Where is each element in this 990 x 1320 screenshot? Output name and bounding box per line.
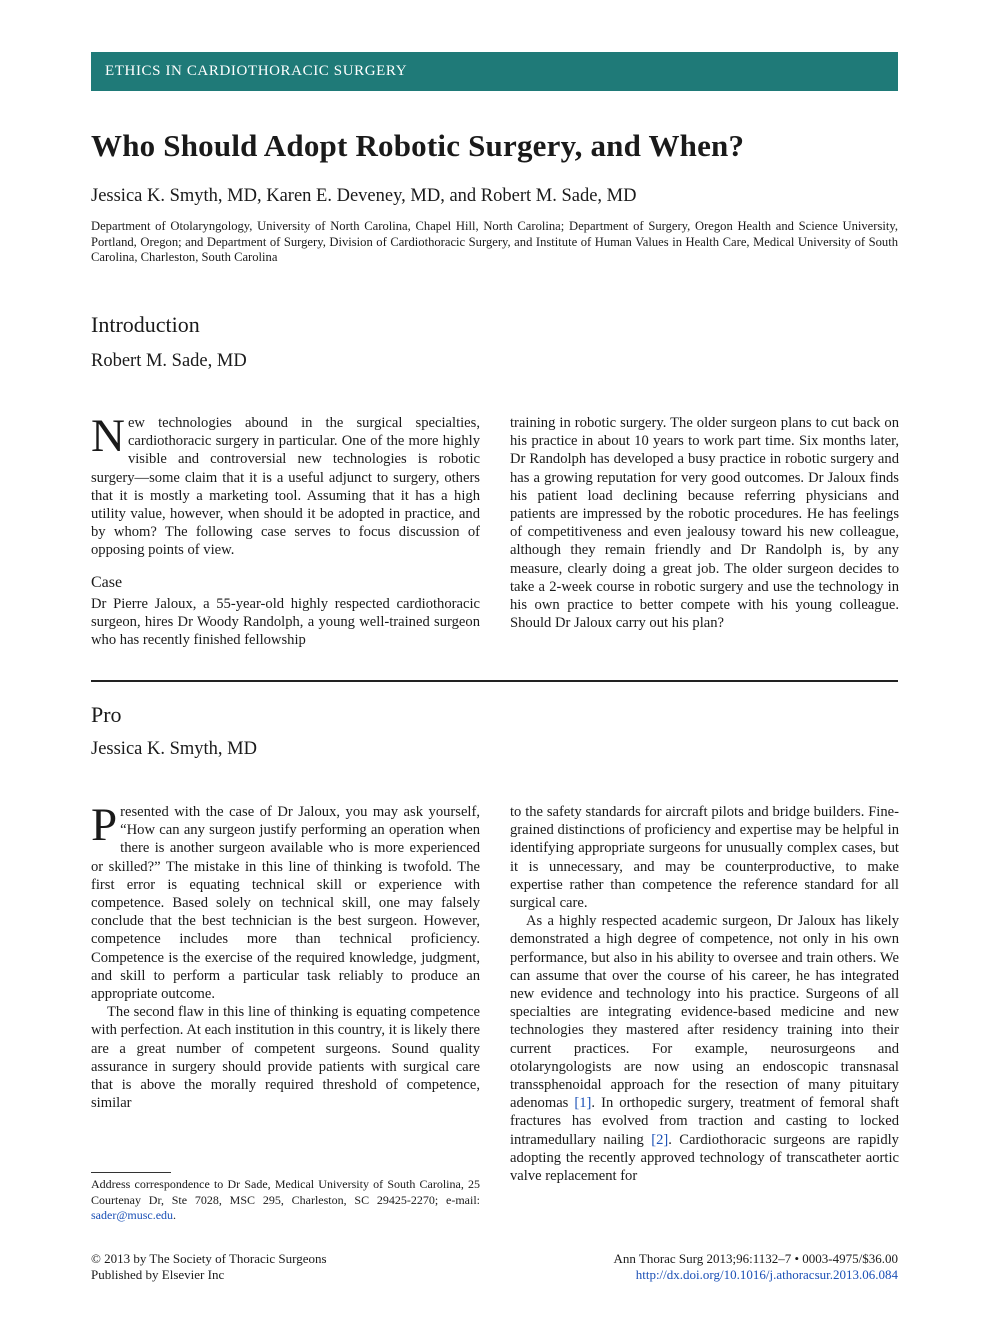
copyright-line: © 2013 by The Society of Thoracic Surgeons [91, 1251, 327, 1266]
email-link[interactable]: sader@musc.edu [91, 1208, 174, 1222]
case-heading: Case [91, 573, 123, 591]
pro-right-paragraph-2: As a highly respected academic surgeon, Dr Jaloux has likely demonstrated a high degree of competence, not only in his own performance, but also in his ability to oversee and train others. We can assume that over the course of his career, he has integrated new evidence and technology into his practice. Surgeons of all specialties are integrating evidence-based medicine and new technologies they mastered after residency training into their current practices. For example, neurosurgeons and otolaryngologists are now using an endoscopic transnasal transsphenoidal approach for the resection of many pituitary adenomas [1]. In orthopedic surgery, treatment of femoral shaft fractures has evolved from traction and casting to locked intramedullary nailing [2]. Cardiothoracic surgeons are rapidly adopting the recently approved technology of transcatheter aortic valve replacement for [510, 913, 899, 1185]
intro-left-column [91, 410, 480, 649]
pro-paragraph-1: Presented with the case of Dr Jaloux, you may ask yourself, “How can any surgeon justify performing an operation when there is another surgeon available who is more experienced or skilled?” The mistake in this line of thinking is twofold. The first error is equating technical skill or experience with competence. Based solely on technical skill, one may falsely conclude that the best technician is the best surgeon. However, competence includes more than technical proficiency. Competence is the exercise of the required knowledge, judgment, and skill to perform a particular task reliably to produce an appropriate outcome. [91, 799, 480, 1003]
intro-right-column [510, 414, 899, 632]
footer-left [91, 1251, 327, 1282]
reference-link-2[interactable]: [2] [651, 1131, 669, 1148]
pro-dropcap: P [91, 799, 118, 851]
pro-byline: Jessica K. Smyth, MD [91, 739, 257, 759]
intro-heading: Introduction [91, 312, 200, 337]
publisher-line: Published by Elsevier Inc [91, 1266, 225, 1282]
intro-paragraph: New technologies abound in the surgical specialties, cardiothoracic surgery in particular. One of the more highly visible and controversial new technologies is robotic surgery—some claim that it is a useful adjunct to surgery, others that it is mostly a marketing tool. Assuming that it has a high utility value, however, when should it be adopted in practice, and by whom? The following case serves to focus discussion of opposing points of view. [91, 410, 480, 559]
case-paragraph-right: training in robotic surgery. The older surgeon plans to cut back on his practice in about 10 years to work part time. Six months later, Dr Randolph has developed a busy practice in robotic surgery and has a growing reputation for very good outcomes. Dr Jaloux finds his patient load declining because referring physicians and patients are impressed by the robotic procedures. He has feelings of competitiveness and even jealousy toward his new colleague, although they remain friendly and Dr Randolph is, by any measure, clearly doing a great job. The older surgeon decides to take a 2-week course in robotic surgery and use the technology in his own practice to better compete with his young colleague. Should Dr Jaloux carry out his plan? [510, 415, 899, 632]
pro-right-column [510, 803, 899, 1185]
footer-right [613, 1251, 898, 1282]
correspondence-footnote: Address correspondence to Dr Sade, Medical University of South Carolina, 25 Courtenay Dr, Ste 7028, MSC 295, Charleston, SC 29425-2270; e-mail: sader@musc.edu. [91, 1177, 480, 1222]
footnote-divider [91, 1172, 171, 1173]
case-paragraph-left: Dr Pierre Jaloux, a 55-year-old highly respected cardiothoracic surgeon, hires Dr Woody Randolph, a young well-trained surgeon who has recently finished fellowship [91, 595, 480, 649]
pro-right-paragraph-1: to the safety standards for aircraft pilots and bridge builders. Fine-grained distinctions of proficiency and expertise may be helpful in identifying appropriate surgeons for unusually complex cases, but it is unnecessary, and may be counterproductive, to make expertise rather than competence the reference standard for all surgical care. [510, 804, 899, 912]
intro-dropcap: N [91, 410, 125, 462]
pro-heading: Pro [91, 702, 122, 727]
citation-line: Ann Thorac Surg 2013;96:1132–7 • 0003-4975/$36.00 [613, 1251, 898, 1266]
affiliations: Department of Otolaryngology, University of North Carolina, Chapel Hill, North Carolina; Department of Surgery, Oregon Health and Science University, Portland, Oregon; and Department of Surgery, Division of Cardiothoracic Surgery, and Institute of Human Values in Health Care, Medical University of South Carolina, Charleston, South Carolina [91, 219, 898, 264]
section-divider [91, 680, 898, 682]
pro-left-column [91, 799, 480, 1112]
doi-link[interactable]: http://dx.doi.org/10.1016/j.athoracsur.2013.06.084 [635, 1266, 898, 1282]
author-list: Jessica K. Smyth, MD, Karen E. Deveney, MD, and Robert M. Sade, MD [91, 186, 637, 206]
pro-paragraph-2: The second flaw in this line of thinking is equating competence with perfection. At each institution in this country, it is likely there are a great number of competent surgeons. Sound quality assurance in surgery should provide patients with surgical care that is above the morally required threshold of competence, similar [91, 1004, 480, 1112]
article-title: Who Should Adopt Robotic Surgery, and When? [91, 128, 745, 163]
section-banner: ETHICS IN CARDIOTHORACIC SURGERY [91, 52, 898, 91]
intro-byline: Robert M. Sade, MD [91, 351, 247, 371]
reference-link-1[interactable]: [1] [574, 1095, 592, 1112]
